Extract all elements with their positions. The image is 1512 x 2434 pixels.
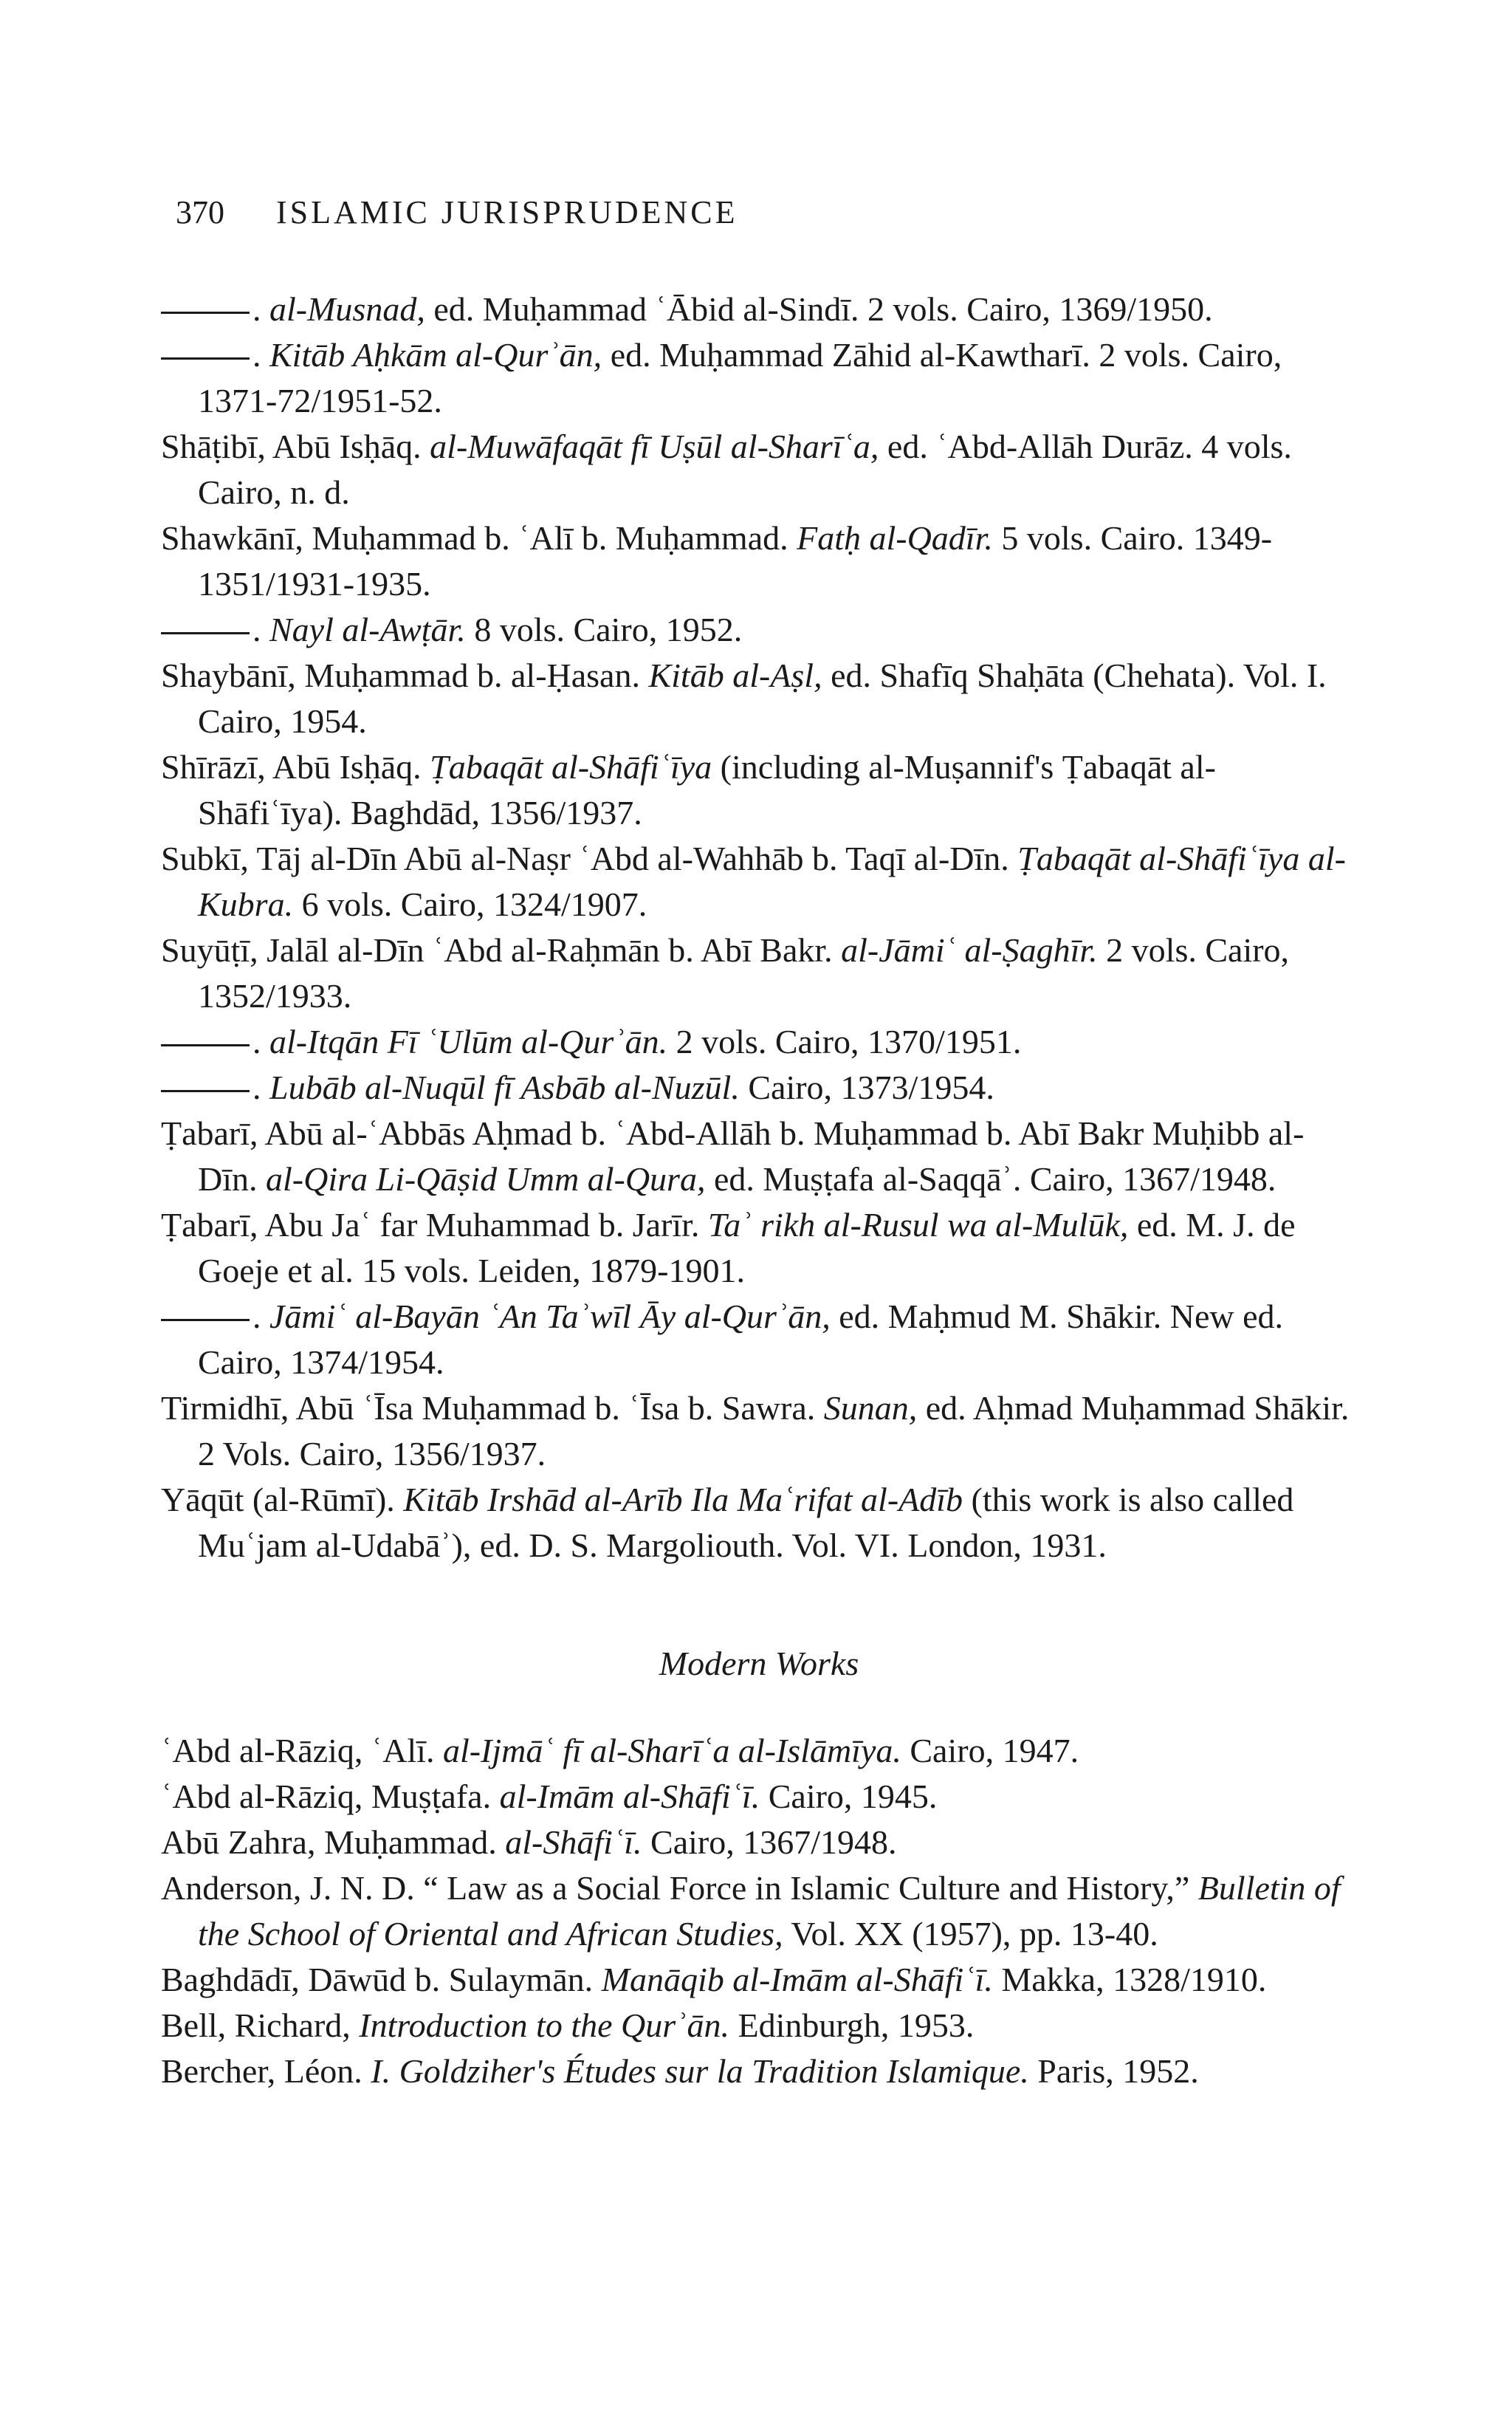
entry-title: Kitāb Aḥkām al-Qurʾān, xyxy=(269,336,602,374)
bibliography-entry xyxy=(161,928,1357,1019)
section-heading: Modern Works xyxy=(659,1645,859,1682)
ditto-dash xyxy=(161,357,250,360)
entry-details: (including al-Muṣannif's Ṭabaqāt al-Shāfiʿīya). Baghdād, 1356/1937. xyxy=(198,748,1216,832)
ditto-dash xyxy=(161,1044,250,1046)
entry-title: Bulletin of the School of Oriental and African Studies, xyxy=(198,1869,1341,1953)
entry-title: Kitāb al-Aṣl, xyxy=(648,657,822,694)
entry-details: Cairo, 1945. xyxy=(760,1777,938,1815)
entry-title: Jāmiʿ al-Bayān ʿAn Taʾwīl Āy al-Qurʾān, xyxy=(269,1297,831,1335)
bibliography-entry: . Nayl al-Awṭār. 8 vols. Cairo, 1952. xyxy=(161,607,1357,653)
entry-title: Ṭabaqāt al-Shāfiʿīya al-Kubra. xyxy=(198,840,1346,923)
entry-details: ed. Muṣṭafa al-Saqqāʾ. Cairo, 1367/1948. xyxy=(705,1160,1276,1198)
entry-title: al-Qira Li-Qāṣid Umm al-Qura, xyxy=(266,1160,706,1198)
bibliography-entry xyxy=(161,1728,1357,1774)
entry-details: ed. M. J. de Goeje et al. 15 vols. Leiden, 1879-1901. xyxy=(198,1206,1296,1289)
entry-details: Cairo, 1947. xyxy=(901,1732,1079,1769)
bibliography-entry xyxy=(161,744,1357,836)
entry-author: Ṭabarī, Abū al-ʿAbbās Aḥmad b. ʿAbd-Allāh b. Muḥammad b. Abī Bakr Muḥibb al-Dīn. xyxy=(161,1114,1305,1198)
entry-title: al-Jāmiʿ al-Ṣaghīr. xyxy=(841,931,1098,969)
entry-details: Cairo, 1367/1948. xyxy=(642,1823,897,1861)
bibliography-entry xyxy=(161,1385,1357,1477)
bibliography-entry xyxy=(161,2003,1357,2049)
entry-title: al-Musnad, xyxy=(269,290,425,328)
bibliography-entry xyxy=(161,1865,1357,1957)
entry-details: ed. Muḥammad Zāhid al-Kawtharī. 2 vols. Cairo, 1371-72/1951-52. xyxy=(198,336,1282,419)
entry-author: Anderson, J. N. D. “ Law as a Social Force in Islamic Culture and History,” xyxy=(161,1869,1198,1907)
bibliography-entry xyxy=(161,424,1357,515)
bibliography-entry: . Lubāb al-Nuqūl fī Asbāb al-Nuzūl. Cairo, 1373/1954. xyxy=(161,1065,1357,1111)
entry-details: Makka, 1328/1910. xyxy=(992,1961,1267,1998)
entry-title: Kitāb Irshād al-Arīb Ila Maʿrifat al-Adīb xyxy=(403,1481,963,1518)
bibliography-entry xyxy=(161,1477,1357,1569)
running-head xyxy=(176,193,738,238)
bibliography-entry xyxy=(161,515,1357,607)
bibliography-classical-entries xyxy=(161,287,1357,1569)
entry-details: ed. Aḥmad Muḥammad Shākir. 2 Vols. Cairo, 1356/1937. xyxy=(198,1389,1350,1473)
entry-author: Suyūṭī, Jalāl al-Dīn ʿAbd al-Raḥmān b. Abī Bakr. xyxy=(161,931,842,969)
entry-title: Introduction to the Qurʾān. xyxy=(359,2006,729,2044)
entry-author: Shaybānī, Muḥammad b. al-Ḥasan. xyxy=(161,657,649,694)
bibliography-entry: . Kitāb Aḥkām al-Qurʾān, ed. Muḥammad Zāhid al-Kawtharī. 2 vols. Cairo, 1371-72/1951-52. xyxy=(161,332,1357,424)
bibliography-entry: . al-Itqān Fī ʿUlūm al-Qurʾān. 2 vols. Cairo, 1370/1951. xyxy=(161,1019,1357,1065)
entry-title: Manāqib al-Imām al-Shāfiʿī. xyxy=(601,1961,993,1998)
entry-details: Edinburgh, 1953. xyxy=(729,2006,975,2044)
bibliography-list xyxy=(161,287,1357,2094)
bibliography-entry xyxy=(161,2049,1357,2094)
entry-title: Taʾ rikh al-Rusul wa al-Mulūk, xyxy=(707,1206,1129,1244)
entry-details: ed. ʿAbd-Allāh Durāz. 4 vols. Cairo, n. d. xyxy=(198,428,1292,511)
page-number: 370 xyxy=(176,194,224,230)
bibliography-entry xyxy=(161,653,1357,744)
bibliography-entry xyxy=(161,1202,1357,1294)
entry-title: al-Muwāfaqāt fī Uṣūl al-Sharīʿa, xyxy=(430,428,879,465)
entry-author: ʿAbd al-Rāziq, Muṣṭafa. xyxy=(161,1777,500,1815)
entry-details: Vol. XX (1957), pp. 13-40. xyxy=(783,1915,1158,1953)
entry-author: Abū Zahra, Muḥammad. xyxy=(161,1823,506,1861)
entry-details: 6 vols. Cairo, 1324/1907. xyxy=(293,885,647,923)
entry-details: 8 vols. Cairo, 1952. xyxy=(465,611,743,648)
entry-details: Paris, 1952. xyxy=(1028,2052,1199,2090)
bibliography-entry xyxy=(161,1111,1357,1202)
entry-details: ed. Muḥammad ʿĀbid al-Sindī. 2 vols. Cairo, 1369/1950. xyxy=(425,290,1213,328)
entry-author: Bell, Richard, xyxy=(161,2006,360,2044)
bibliography-entry xyxy=(161,836,1357,928)
entry-details: (this work is also called Muʿjam al-Udabāʾ), ed. D. S. Margoliouth. Vol. VI. London, 1931. xyxy=(198,1481,1294,1564)
ditto-dash xyxy=(161,632,250,634)
running-title: ISLAMIC JURISPRUDENCE xyxy=(276,194,738,230)
ditto-dash xyxy=(161,312,250,314)
bibliography-entry: . al-Musnad, ed. Muḥammad ʿĀbid al-Sindī. 2 vols. Cairo, 1369/1950. xyxy=(161,287,1357,332)
entry-details: 5 vols. Cairo. 1349-1351/1931-1935. xyxy=(198,519,1273,603)
entry-author: Subkī, Tāj al-Dīn Abū al-Naṣr ʿAbd al-Wahhāb b. Taqī al-Dīn. xyxy=(161,840,1018,877)
ditto-dash xyxy=(161,1319,250,1321)
entry-author: Baghdādī, Dāwūd b. Sulaymān. xyxy=(161,1961,602,1998)
entry-details: 2 vols. Cairo, 1352/1933. xyxy=(198,931,1290,1015)
entry-details: ed. Maḥmud M. Shākir. New ed. Cairo, 1374/1954. xyxy=(198,1297,1284,1381)
entry-title: I. Goldziher's Études sur la Tradition Islamique. xyxy=(371,2052,1029,2090)
entry-title: al-Ijmāʿ fī al-Sharīʿa al-Islāmīya. xyxy=(442,1732,901,1769)
entry-details: ed. Shafīq Shaḥāta (Chehata). Vol. I. Cairo, 1954. xyxy=(198,657,1327,740)
entry-author: Bercher, Léon. xyxy=(161,2052,371,2090)
entry-author: Tirmidhī, Abū ʿĪsa Muḥammad b. ʿĪsa b. Sawra. xyxy=(161,1389,824,1427)
bibliography-entry: . Jāmiʿ al-Bayān ʿAn Taʾwīl Āy al-Qurʾān, ed. Maḥmud M. Shākir. New ed. Cairo, 1374/1954. xyxy=(161,1294,1357,1385)
entry-author: Ṭabarī, Abu Jaʿ far Muhammad b. Jarīr. xyxy=(161,1206,708,1244)
entry-title: Lubāb al-Nuqūl fī Asbāb al-Nuzūl. xyxy=(269,1069,740,1106)
entry-title: al-Shāfiʿī. xyxy=(505,1823,642,1861)
entry-title: Sunan, xyxy=(823,1389,918,1427)
entry-details: Cairo, 1373/1954. xyxy=(739,1069,994,1106)
bibliography-entry xyxy=(161,1957,1357,2003)
ditto-dash xyxy=(161,1090,250,1092)
entry-details: 2 vols. Cairo, 1370/1951. xyxy=(667,1023,1022,1060)
bibliography-entry xyxy=(161,1820,1357,1865)
entry-author: Yāqūt (al-Rūmī). xyxy=(161,1481,404,1518)
entry-title: al-Itqān Fī ʿUlūm al-Qurʾān. xyxy=(269,1023,668,1060)
entry-title: Nayl al-Awṭār. xyxy=(269,611,466,648)
bibliography-entry xyxy=(161,1774,1357,1820)
entry-author: Shāṭibī, Abū Isḥāq. xyxy=(161,428,430,465)
entry-title: Fatḥ al-Qadīr. xyxy=(797,519,993,557)
entry-author: Shawkānī, Muḥammad b. ʿAlī b. Muḥammad. xyxy=(161,519,797,557)
entry-author: ʿAbd al-Rāziq, ʿAlī. xyxy=(161,1732,443,1769)
bibliography-modern-entries xyxy=(161,1728,1357,2094)
entry-title: Ṭabaqāt al-Shāfiʿīya xyxy=(430,748,712,786)
entry-author: Shīrāzī, Abū Isḥāq. xyxy=(161,748,430,786)
entry-title: al-Imām al-Shāfiʿī. xyxy=(499,1777,760,1815)
